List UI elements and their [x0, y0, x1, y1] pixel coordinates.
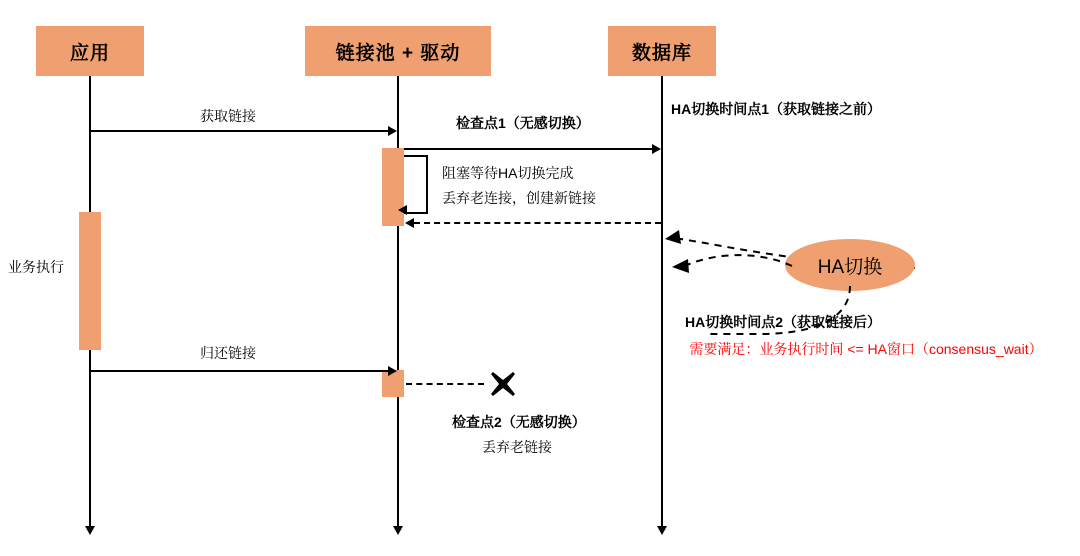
lifeline-db-arrow: [657, 526, 667, 535]
annotation-ha-time-point-1: HA切换时间点1（获取链接之前）: [671, 101, 882, 117]
cross-icon: [488, 369, 518, 399]
return-arrow-db-to-pool: [405, 218, 414, 228]
message-label-return: 归还链接: [200, 345, 256, 361]
message-label-checkpoint1: 检查点1（无感切换）: [456, 115, 590, 131]
message-label-checkpoint2: 检查点2（无感切换）: [452, 414, 586, 430]
self-message-label-recreate: 丢弃老连接，创建新链接: [442, 190, 596, 206]
actor-box-pool: [305, 26, 491, 76]
annotation-constraint: 需要满足：业务执行时间 <= HA窗口（consensus_wait）: [689, 341, 1043, 357]
activation-bar-app-business: [79, 212, 101, 350]
ha-switch-node: [785, 239, 915, 291]
actor-box-app: [36, 26, 144, 76]
message-label-discard-old: 丢弃老链接: [482, 439, 552, 455]
lifeline-db: [661, 76, 663, 526]
actor-label-app: 应用: [69, 42, 110, 64]
self-message-loop-pool: [404, 155, 428, 214]
ha-switch-label: HA切换: [817, 256, 883, 278]
ha-switch-curve-2: [672, 250, 802, 290]
actor-label-db: 数据库: [631, 42, 692, 64]
message-line-return: [89, 370, 388, 372]
message-label-acquire: 获取链接: [200, 108, 256, 124]
lifeline-pool-arrow: [393, 526, 403, 535]
lifeline-pool: [397, 76, 399, 526]
lifeline-app-arrow: [85, 526, 95, 535]
actor-label-pool: 链接池 + 驱动: [335, 42, 461, 64]
message-line-checkpoint1: [404, 148, 652, 150]
annotation-ha-time-point-2: HA切换时间点2（获取链接后）: [684, 314, 882, 330]
discard-line-to-cross: [406, 383, 484, 385]
annotation-business-exec: 业务执行: [8, 259, 64, 275]
self-message-arrow-pool: [398, 205, 407, 215]
message-line-acquire: [89, 130, 388, 132]
self-message-label-block: 阻塞等待HA切换完成: [442, 165, 574, 181]
return-line-db-to-pool: [414, 222, 661, 224]
message-arrow-checkpoint1: [652, 144, 661, 154]
message-arrow-acquire: [388, 126, 397, 136]
actor-box-db: [608, 26, 716, 76]
message-arrow-return: [388, 366, 397, 376]
